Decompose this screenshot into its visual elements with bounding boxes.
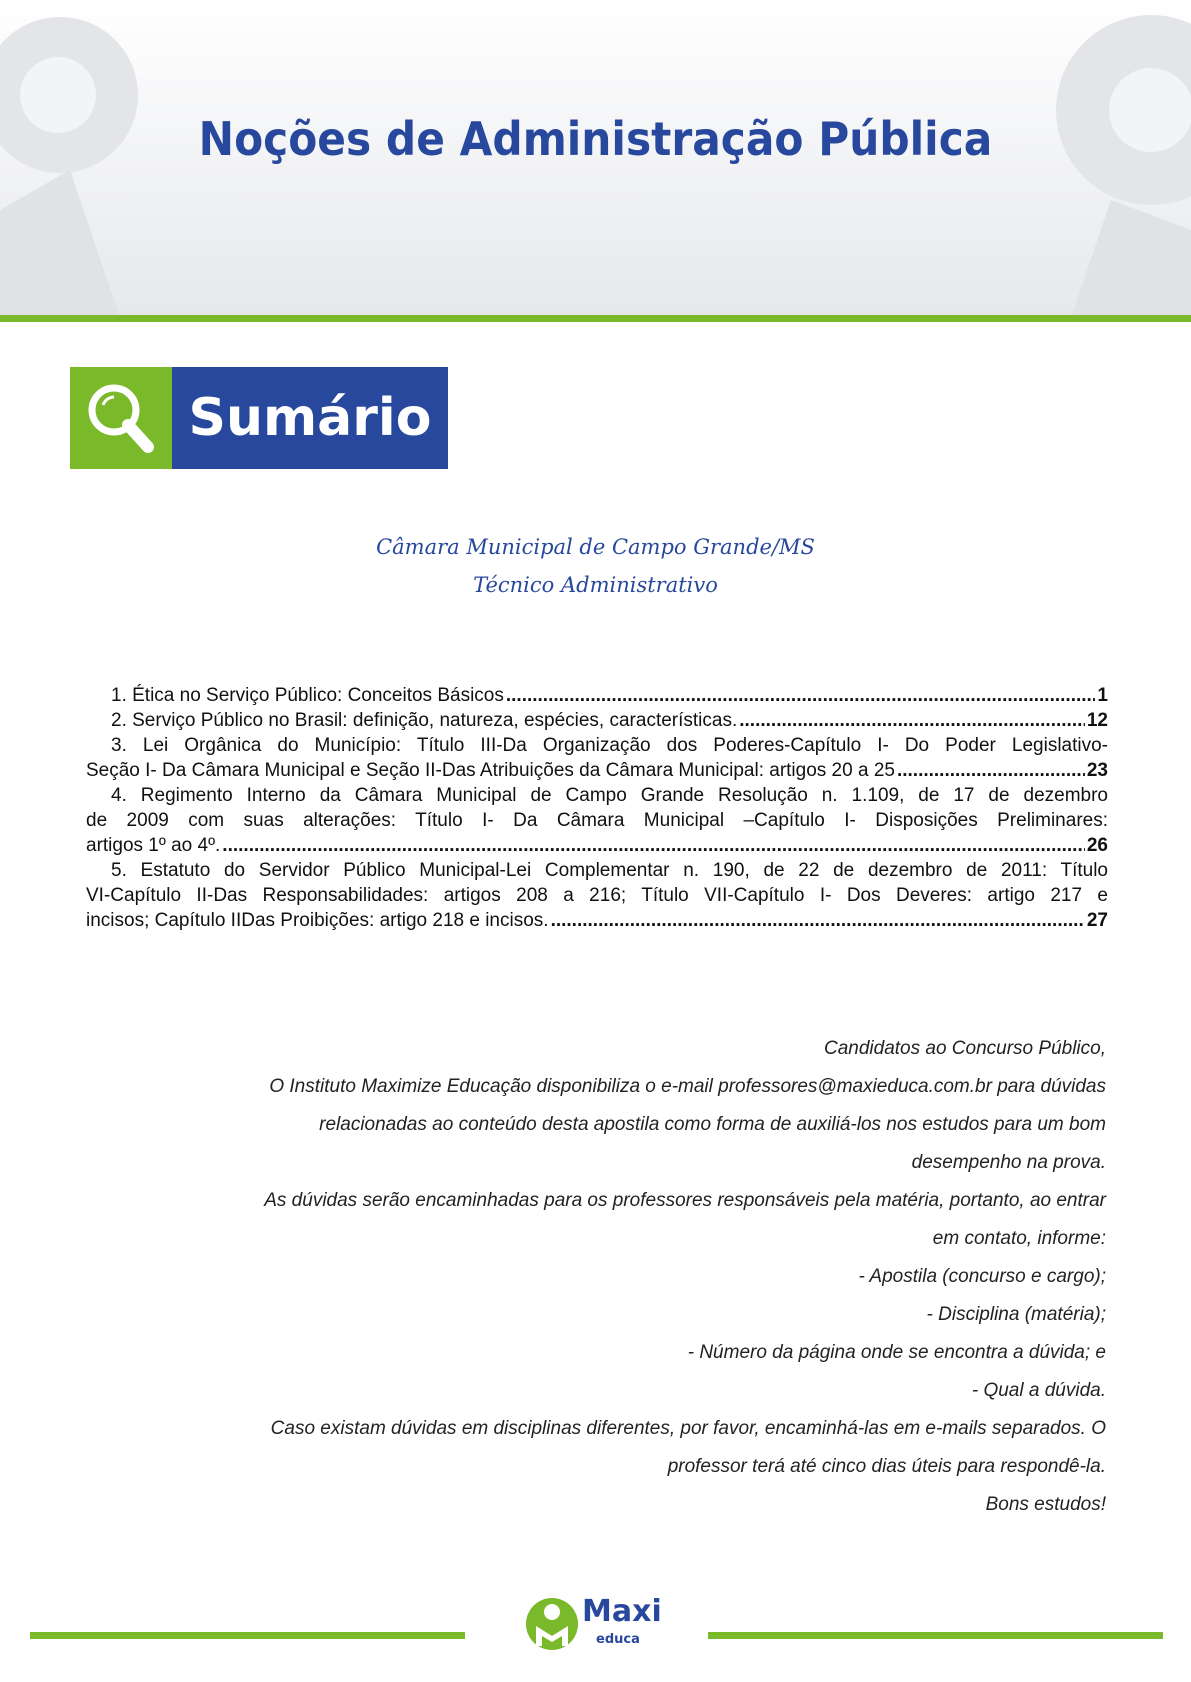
toc-entry-5-line-1: 5. Estatuto do Servidor Público Municipal-Lei Complementar n. 190, de 22 de dezembro de 2011: Título bbox=[111, 860, 1108, 881]
toc-page-number: 26 bbox=[1086, 835, 1108, 856]
toc-entry-1 bbox=[86, 683, 1108, 708]
toc-leader bbox=[739, 708, 1085, 733]
toc-page-number: 12 bbox=[1086, 710, 1108, 731]
subtitle-institution: Câmara Municipal de Campo Grande/MS bbox=[376, 535, 815, 559]
logo-subtitle: educa bbox=[596, 1632, 640, 1647]
toc-leader bbox=[897, 758, 1085, 783]
toc-entry-3-line-1: 3. Lei Orgânica do Município: Título III-Da Organização dos Poderes-Capítulo I- Do Poder Legislativo- bbox=[111, 735, 1108, 756]
toc-entry-4-line-1: 4. Regimento Interno da Câmara Municipal de Campo Grande Resolução n. 1.109, de 17 de dezembro bbox=[111, 785, 1108, 806]
toc-leader bbox=[506, 683, 1096, 708]
page-header bbox=[0, 0, 1191, 318]
table-of-contents bbox=[86, 683, 1108, 933]
toc-page-number: 23 bbox=[1086, 760, 1108, 781]
toc-leader bbox=[222, 833, 1085, 858]
notice-line: - Número da página onde se encontra a dúvida; e bbox=[687, 1342, 1106, 1363]
notice-line: Candidatos ao Concurso Público, bbox=[823, 1038, 1106, 1059]
toc-entry-4-line-2: de 2009 com suas alterações: Título I- Da Câmara Municipal –Capítulo I- Disposições Preliminares: bbox=[86, 810, 1108, 831]
toc-entry-3-line-2 bbox=[86, 758, 1108, 783]
document-title: Noções de Administração Pública bbox=[198, 112, 993, 166]
notice-line: Bons estudos! bbox=[985, 1494, 1106, 1515]
toc-entry-text: Seção I- Da Câmara Municipal e Seção II-Das Atribuições da Câmara Municipal: artigos 20 a 25 bbox=[86, 760, 895, 781]
toc-entry-text: 2. Serviço Público no Brasil: definição, natureza, espécies, características. bbox=[111, 710, 738, 731]
notice-line: em contato, informe: bbox=[932, 1228, 1106, 1249]
magnifier-icon bbox=[70, 367, 172, 469]
notice-line: - Disciplina (matéria); bbox=[926, 1304, 1106, 1325]
notice-line: O Instituto Maximize Educação disponibiliza o e-mail professores@maxieduca.com.br para dúvidas bbox=[269, 1076, 1106, 1097]
footer-divider-left bbox=[30, 1632, 465, 1639]
notice-line: - Qual a dúvida. bbox=[971, 1380, 1106, 1401]
subtitle-position: Técnico Administrativo bbox=[473, 573, 718, 597]
toc-entry-text: incisos; Capítulo IIDas Proibições: artigo 218 e incisos. bbox=[86, 910, 549, 931]
notice-line: - Apostila (concurso e cargo); bbox=[858, 1266, 1106, 1287]
footer-divider-right bbox=[708, 1632, 1163, 1639]
toc-entry-4-line-3 bbox=[86, 833, 1108, 858]
notice-line: As dúvidas serão encaminhadas para os professores responsáveis pela matéria, portanto, ao entrar bbox=[264, 1190, 1106, 1211]
toc-page-number: 27 bbox=[1086, 910, 1108, 931]
candidate-notice bbox=[100, 1030, 1106, 1524]
notice-line: relacionadas ao conteúdo desta apostila como forma de auxiliá-los nos estudos para um bom bbox=[319, 1114, 1106, 1135]
notice-line: Caso existam dúvidas em disciplinas diferentes, por favor, encaminhá-las em e-mails separados. O bbox=[270, 1418, 1106, 1439]
summary-label: Sumário bbox=[172, 367, 448, 469]
toc-entry-5-line-3 bbox=[86, 908, 1108, 933]
logo-name: Maxi bbox=[582, 1594, 662, 1629]
toc-entry-text: 1. Ética no Serviço Público: Conceitos Básicos bbox=[111, 685, 504, 706]
toc-entry-text: artigos 1º ao 4º. bbox=[86, 835, 221, 856]
logo-mark-icon bbox=[522, 1590, 582, 1656]
toc-page-number: 1 bbox=[1097, 685, 1108, 706]
notice-line: professor terá até cinco dias úteis para respondê-la. bbox=[667, 1456, 1106, 1477]
notice-line: desempenho na prova. bbox=[911, 1152, 1106, 1173]
summary-banner bbox=[70, 367, 448, 469]
toc-entry-5-line-2: VI-Capítulo II-Das Responsabilidades: artigos 208 a 216; Título VII-Capítulo I- Dos Deveres: artigo 217 e bbox=[86, 885, 1108, 906]
header-divider bbox=[0, 315, 1191, 322]
toc-entry-2 bbox=[86, 708, 1108, 733]
maxi-educa-logo bbox=[522, 1590, 672, 1660]
toc-leader bbox=[551, 908, 1085, 933]
